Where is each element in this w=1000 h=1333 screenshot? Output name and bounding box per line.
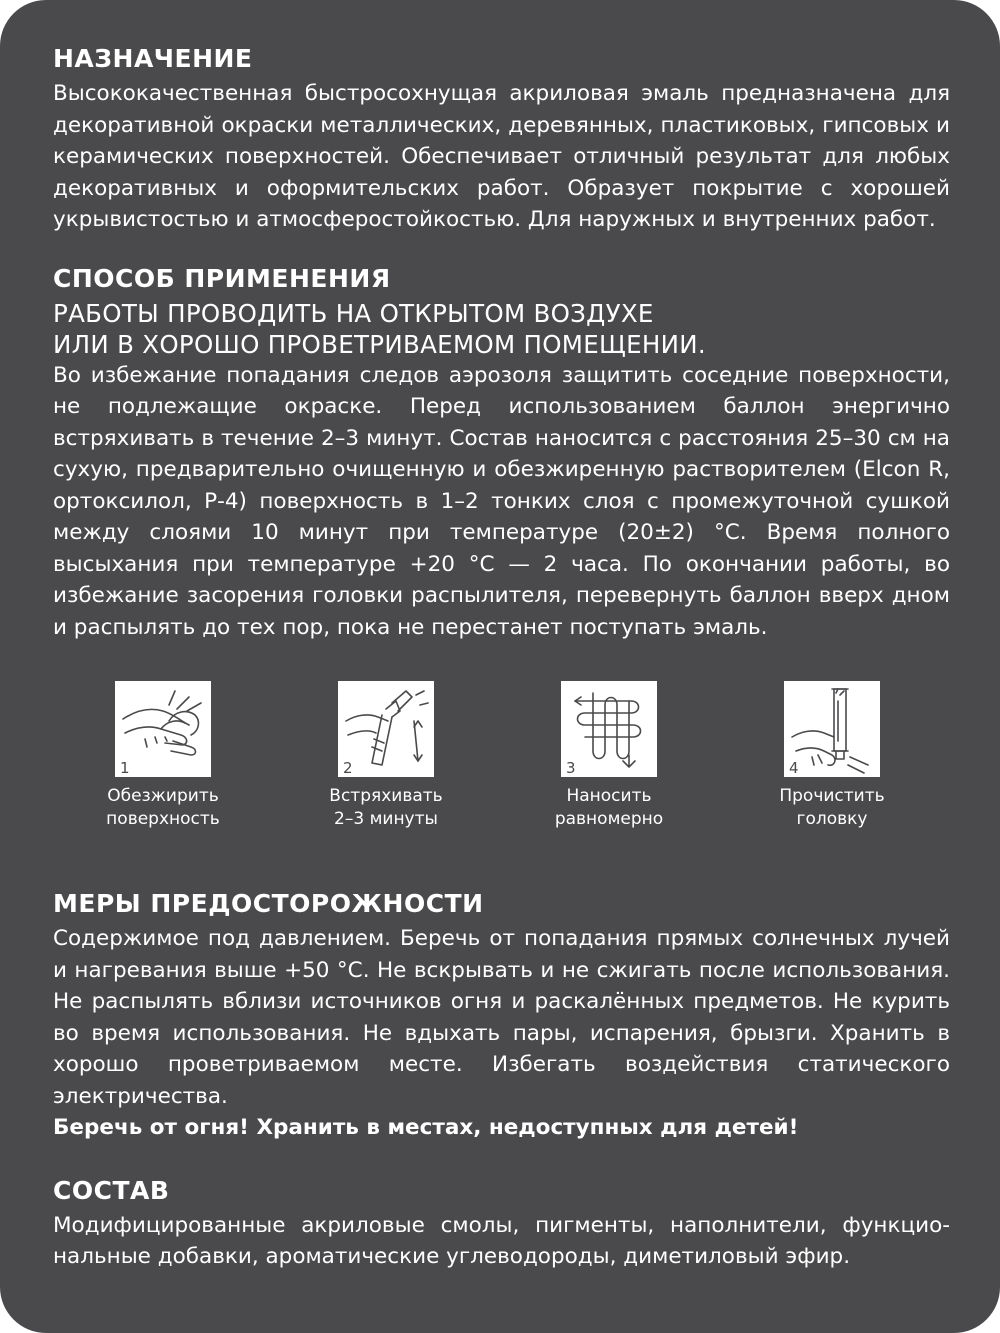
application-subtitle-line1: РАБОТЫ ПРОВОДИТЬ НА ОТКРЫТОМ ВОЗДУХЕ bbox=[53, 298, 654, 328]
fire-warning: Беречь от огня! Хранить в местах, недоступных для детей! bbox=[53, 1115, 799, 1140]
step-caption bbox=[752, 785, 912, 831]
application-subtitle-line2: ИЛИ В ХОРОШО ПРОВЕТРИВАЕМОМ ПОМЕЩЕНИИ. bbox=[53, 329, 706, 359]
step-caption-line2: поверхность bbox=[106, 809, 220, 829]
composition-heading: СОСТАВ bbox=[53, 1175, 170, 1205]
step-4 bbox=[752, 681, 912, 831]
steps-row bbox=[53, 681, 950, 851]
step-caption bbox=[83, 785, 243, 831]
step-caption-line2: 2–3 минуты bbox=[334, 809, 438, 829]
step-caption-line1: Встряхивать bbox=[329, 786, 443, 806]
step-number: 4 bbox=[789, 759, 799, 777]
step-caption bbox=[529, 785, 689, 831]
step-caption-line2: головку bbox=[796, 809, 868, 829]
step-1 bbox=[83, 681, 243, 831]
step-3 bbox=[529, 681, 689, 831]
application-text: Во избежание попадания следов аэрозоля защитить соседние поверхности, не подлежащие окраске. Перед использованием баллон энергично встряхивать в течение 2–3 минут. Состав наносится с расстояния 25–30 см на сухую, предварительно очищенную и обезжиренную растворителем (Elcon R, ортоксилол, Р-4) поверхность в 1–2 тонких слоя с промежуточной сушкой между слоями 10 минут при температуре (20±2) °С. Время полного высыхания при температуре +20 °С — 2 часа. По окончании работы, во избежание засорения головки распылителя, перевернуть баллон вверх дном и распылять до тех пор, пока не перестанет поступать эмаль. bbox=[53, 362, 950, 640]
shake-can-icon bbox=[338, 681, 434, 777]
step-caption-line1: Наносить bbox=[566, 786, 652, 806]
step-caption-line1: Прочистить bbox=[779, 786, 885, 806]
step-number: 1 bbox=[120, 759, 130, 777]
step-caption-line2: равномерно bbox=[554, 809, 664, 829]
hand-wiping-icon bbox=[115, 681, 211, 777]
precautions-text: Содержимое под давлением. Беречь от попадания прямых солнечных лучей и нагревания выше +50 °С. Не вскрывать и не сжигать после использования. Не распылять вблизи источников огня и раскалённых предметов. Не курить во время использования. Не вдыхать пары, испарения, брызги. Хранить в хорошо проветриваемом месте. Избегать воздействия статического электричества. bbox=[53, 926, 950, 1109]
step-caption bbox=[306, 785, 466, 831]
clean-nozzle-icon bbox=[784, 681, 880, 777]
composition-text: Модифицированные акриловые смолы, пигменты, наполнители, функциональные добавки, ароматические углеводороды, диметиловый эфир. bbox=[53, 1212, 950, 1269]
application-heading: СПОСОБ ПРИМЕНЕНИЯ bbox=[53, 263, 391, 293]
step-caption-line1: Обезжирить bbox=[107, 786, 219, 806]
step-number: 2 bbox=[343, 759, 353, 777]
spray-pattern-icon bbox=[561, 681, 657, 777]
step-number: 3 bbox=[566, 759, 576, 777]
purpose-heading: НАЗНАЧЕНИЕ bbox=[53, 44, 253, 73]
precautions-heading: МЕРЫ ПРЕДОСТОРОЖНОСТИ bbox=[53, 889, 484, 918]
purpose-text: Высококачественная быстросохнущая акриловая эмаль предназначена для декоративной окраски металлических, деревянных, пластиковых, гипсовых и керамических поверхностей. Обеспечивает отличный результат для любых декоративных и оформительских работ. Образует покрытие с хорошей укрывистостью и атмосферостойкостью. Для наружных и внутренних работ. bbox=[53, 81, 950, 232]
step-2 bbox=[306, 681, 466, 831]
